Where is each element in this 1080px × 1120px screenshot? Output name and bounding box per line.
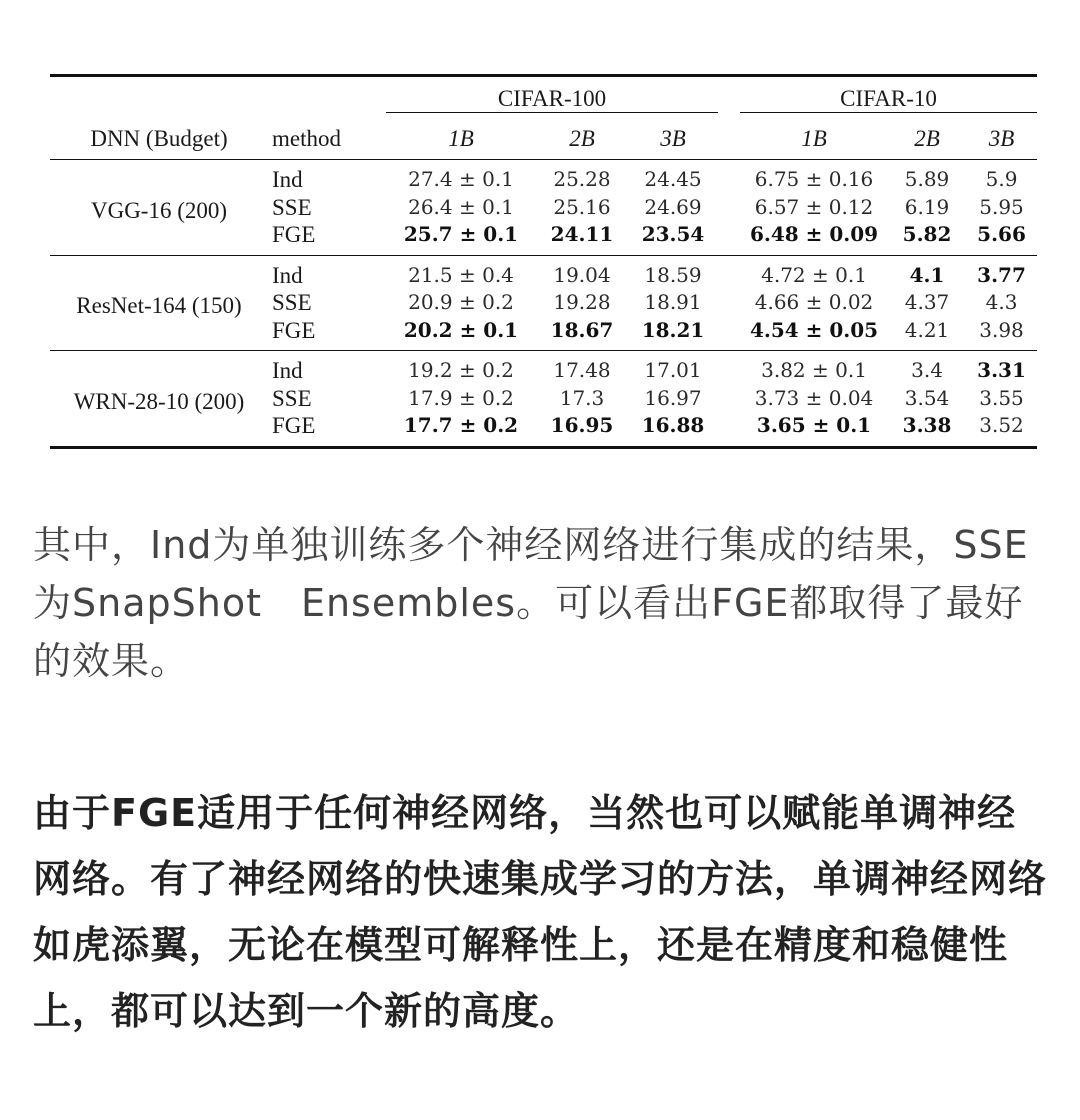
value-cell: 19.04 — [553, 262, 611, 287]
method-cell: Ind — [272, 167, 303, 192]
value-cell: 5.66 — [977, 222, 1026, 246]
results-table — [50, 74, 1037, 449]
value-cell: 18.21 — [641, 317, 705, 342]
value-cell: 5.89 — [904, 167, 950, 191]
value-cell: 16.88 — [641, 413, 705, 437]
value-cell: 25.7 ± 0.1 — [403, 222, 519, 246]
gap-cell — [718, 221, 740, 255]
value-cell: 17.3 — [559, 385, 605, 410]
value-cell: 5.82 — [902, 222, 952, 246]
value-cell: 6.75 ± 0.16 — [754, 167, 874, 191]
gap-cell — [718, 385, 740, 413]
gap-cell — [718, 289, 740, 317]
header-method: method — [272, 126, 341, 152]
value-cell: 4.3 — [985, 290, 1018, 314]
value-cell: 3.55 — [979, 385, 1024, 410]
method-cell: SSE — [272, 385, 312, 411]
value-cell: 19.28 — [553, 290, 611, 314]
header-budget-row — [50, 119, 1037, 160]
value-cell: 5.95 — [979, 194, 1024, 219]
value-cell: 18.59 — [644, 262, 702, 287]
value-cell: 17.9 ± 0.2 — [408, 385, 514, 410]
method-cell: FGE — [272, 222, 316, 247]
value-cell: 3.31 — [977, 358, 1026, 382]
value-cell: 25.28 — [553, 167, 611, 191]
gap-cell — [718, 412, 740, 447]
value-cell: 3.52 — [979, 413, 1024, 437]
empty-header-cell — [50, 76, 268, 120]
header-group-cifar10 — [740, 76, 1037, 120]
table-row — [50, 351, 1037, 385]
value-cell: 24.69 — [644, 194, 702, 219]
value-cell: 26.4 ± 0.1 — [408, 194, 514, 219]
header-group-cifar100 — [386, 76, 718, 120]
value-cell: 6.19 — [904, 194, 950, 219]
gap-cell — [718, 351, 740, 385]
header-group-cifar10-label: CIFAR-10 — [840, 85, 937, 111]
method-cell: FGE — [272, 317, 316, 343]
value-cell: 3.73 ± 0.04 — [754, 385, 874, 410]
header-dnn: DNN (Budget) — [90, 126, 228, 152]
value-cell: 3.98 — [979, 317, 1024, 342]
value-cell: 17.01 — [644, 358, 702, 382]
dnn-name-cell: WRN-28-10 (200) — [73, 388, 245, 414]
header-budget: 3B — [660, 126, 686, 152]
value-cell: 20.9 ± 0.2 — [408, 290, 514, 314]
value-cell: 20.2 ± 0.1 — [403, 317, 519, 342]
value-cell: 5.9 — [985, 167, 1018, 191]
value-cell: 4.37 — [904, 290, 950, 314]
value-cell: 4.21 — [904, 317, 950, 342]
value-cell: 23.54 — [641, 222, 705, 246]
header-budget: 1B — [448, 126, 474, 152]
value-cell: 3.38 — [902, 413, 952, 437]
value-cell: 18.91 — [644, 290, 702, 314]
value-cell: 19.2 ± 0.2 — [408, 358, 514, 382]
value-cell: 16.95 — [550, 413, 614, 437]
value-cell: 27.4 ± 0.1 — [408, 167, 514, 191]
gap-cell — [718, 194, 740, 222]
value-cell: 17.48 — [553, 358, 611, 382]
header-budget: 1B — [801, 126, 827, 152]
value-cell: 3.77 — [977, 262, 1026, 287]
value-cell: 24.11 — [550, 222, 614, 246]
value-cell: 4.1 — [909, 262, 945, 287]
method-cell: Ind — [272, 262, 303, 288]
value-cell: 18.67 — [550, 317, 614, 342]
value-cell: 4.54 ± 0.05 — [749, 317, 879, 342]
value-cell: 3.54 — [904, 385, 950, 410]
method-cell: SSE — [272, 290, 312, 315]
value-cell: 4.72 ± 0.1 — [761, 262, 867, 287]
value-cell: 6.57 ± 0.12 — [754, 194, 874, 219]
method-cell: SSE — [272, 194, 312, 220]
gap-cell — [718, 317, 740, 351]
value-cell: 6.48 ± 0.09 — [749, 222, 879, 246]
gap-cell — [718, 76, 740, 120]
table-body — [50, 160, 1037, 448]
value-cell: 21.5 ± 0.4 — [408, 262, 514, 287]
dnn-name-cell: ResNet-164 (150) — [76, 293, 242, 318]
header-group-cifar100-label: CIFAR-100 — [497, 85, 607, 111]
empty-header-cell — [268, 76, 386, 120]
header-budget: 3B — [988, 126, 1015, 152]
gap-cell — [718, 160, 740, 194]
value-cell: 3.65 ± 0.1 — [756, 413, 872, 437]
header-group-row — [50, 76, 1037, 120]
value-cell: 17.7 ± 0.2 — [403, 413, 519, 437]
header-budget: 2B — [569, 126, 595, 152]
value-cell: 4.66 ± 0.02 — [754, 290, 874, 314]
table-row — [50, 255, 1037, 289]
value-cell: 24.45 — [644, 167, 702, 191]
table-row — [50, 160, 1037, 194]
header-budget: 2B — [914, 126, 940, 152]
dnn-name-cell: VGG-16 (200) — [90, 197, 228, 223]
gap-cell — [718, 119, 740, 160]
value-cell: 3.82 ± 0.1 — [761, 358, 867, 382]
paragraph-explanation: 其中，Ind为单独训练多个神经网络进行集成的结果，SSE为SnapShot Ensembles。可以看出FGE都取得了最好的效果。 — [33, 523, 1029, 683]
gap-cell — [718, 255, 740, 289]
method-cell: Ind — [272, 358, 303, 383]
value-cell: 25.16 — [553, 194, 611, 219]
results-table-grid — [50, 74, 1037, 449]
value-cell: 3.4 — [911, 358, 943, 382]
value-cell: 16.97 — [644, 385, 702, 410]
method-cell: FGE — [272, 413, 316, 438]
paragraph-conclusion: 由于FGE适用于任何神经网络，当然也可以赋能单调神经网络。有了神经网络的快速集成学习的方法，单调神经网络如虎添翼，无论在模型可解释性上，还是在精度和稳健性上，都可以达到一个新的高度。 — [33, 791, 1048, 1033]
